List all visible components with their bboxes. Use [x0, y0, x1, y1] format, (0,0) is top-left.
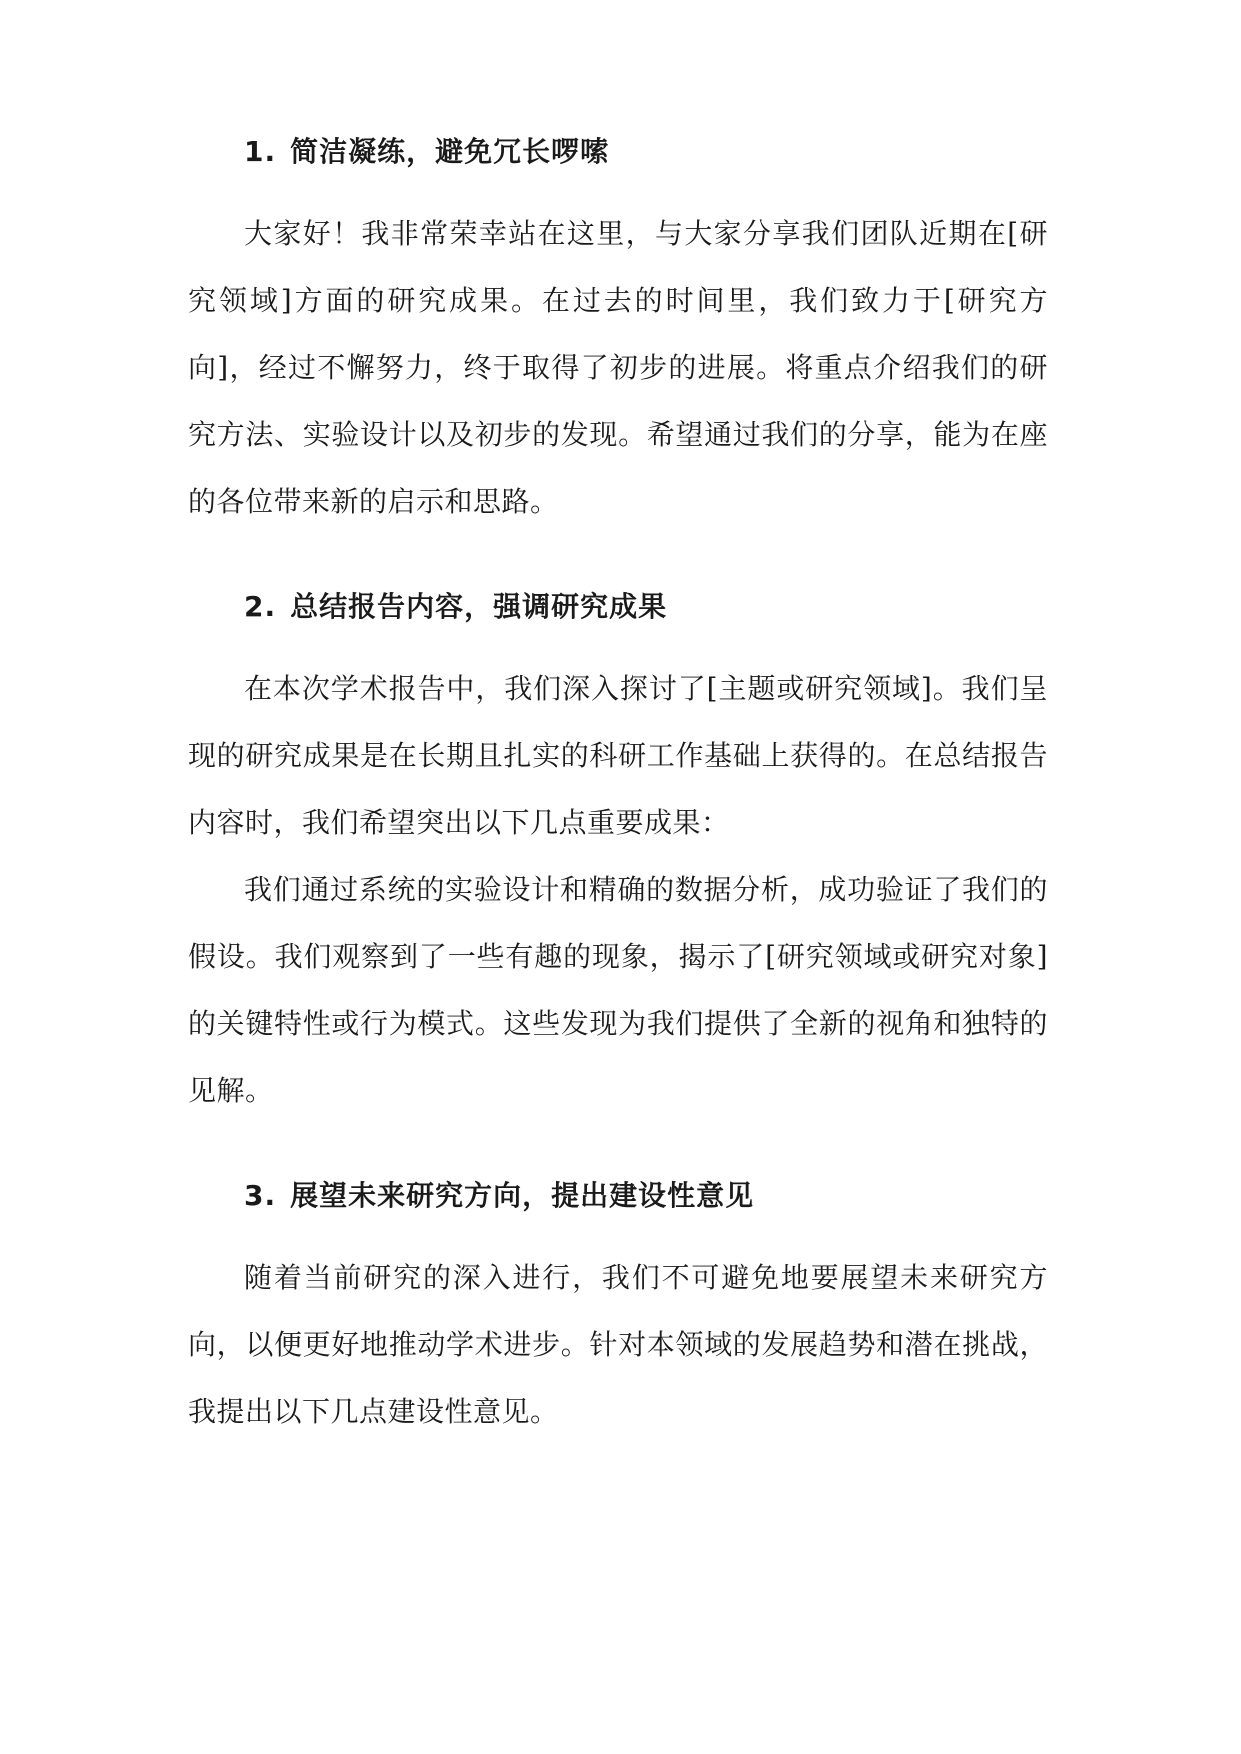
paragraph: 在本次学术报告中，我们深入探讨了[主题或研究领域]。我们呈现的研究成果是在长期且扎实的科研工作基础上获得的。在总结报告内容时，我们希望突出以下几点重要成果： — [188, 672, 1048, 839]
section-heading — [188, 130, 1048, 174]
section-spacer — [188, 1124, 1048, 1174]
section-number: 3. — [244, 1179, 277, 1212]
section-spacer — [188, 535, 1048, 585]
section-title: 总结报告内容，强调研究成果 — [290, 590, 668, 623]
section-3 — [188, 1174, 1048, 1445]
section-title: 展望未来研究方向，提出建设性意见 — [290, 1179, 755, 1212]
section-title: 简洁凝练，避免冗长啰嗦 — [290, 135, 610, 168]
section-heading — [188, 585, 1048, 629]
section-number: 1. — [244, 135, 277, 168]
paragraph: 随着当前研究的深入进行，我们不可避免地要展望未来研究方向，以便更好地推动学术进步。针对本领域的发展趋势和潜在挑战，我提出以下几点建设性意见。 — [188, 1261, 1048, 1428]
paragraph: 我们通过系统的实验设计和精确的数据分析，成功验证了我们的假设。我们观察到了一些有趣的现象，揭示了[研究领域或研究对象]的关键特性或行为模式。这些发现为我们提供了全新的视角和独特的见解。 — [188, 873, 1048, 1107]
document-page — [188, 130, 1048, 1445]
paragraph: 大家好！我非常荣幸站在这里，与大家分享我们团队近期在[研究领域]方面的研究成果。在过去的时间里，我们致力于[研究方向]，经过不懈努力，终于取得了初步的进展。将重点介绍我们的研究方法、实验设计以及初步的发现。希望通过我们的分享，能为在座的各位带来新的启示和思路。 — [188, 217, 1048, 518]
section-number: 2. — [244, 590, 277, 623]
section-2 — [188, 585, 1048, 1124]
section-1 — [188, 130, 1048, 535]
section-heading — [188, 1174, 1048, 1218]
